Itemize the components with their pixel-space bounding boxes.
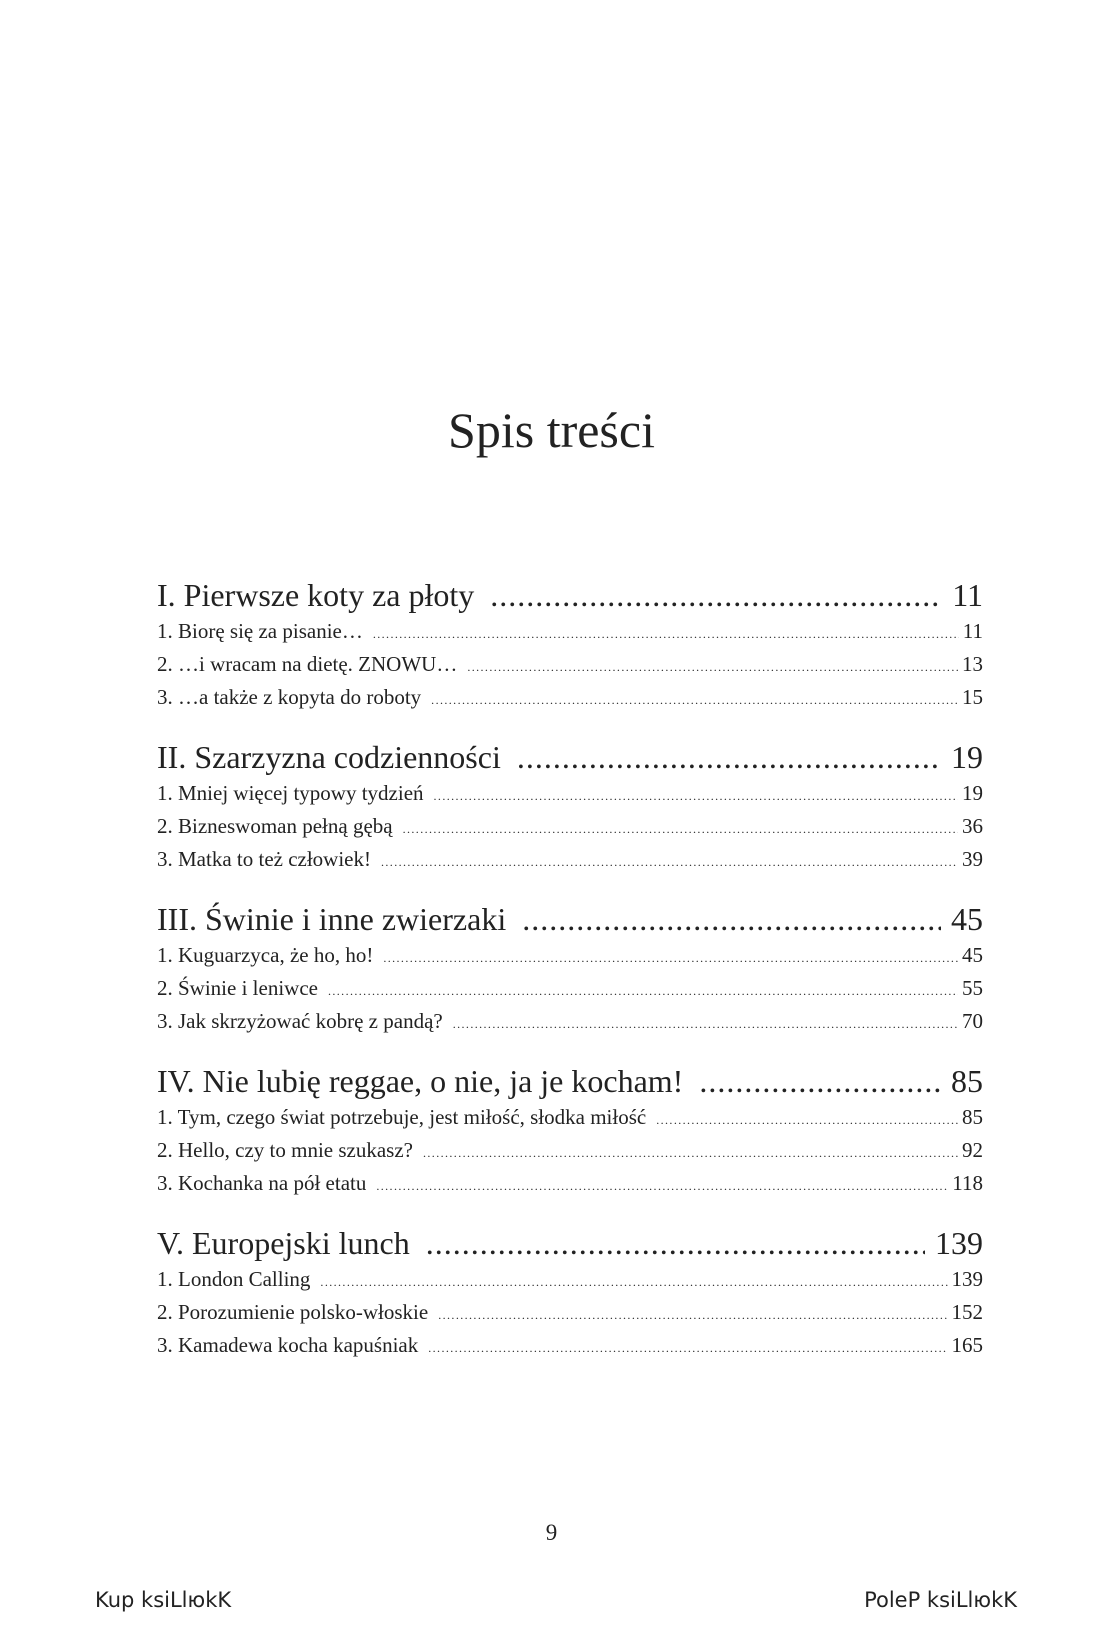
toc-section-entry[interactable]	[157, 681, 983, 714]
chapter-title: IV. Nie lubię reggae, o nie, ja je kocham!	[157, 1063, 684, 1099]
dot-leader	[373, 618, 959, 651]
toc-chapter-heading[interactable]	[157, 737, 983, 777]
toc-chapter	[157, 737, 983, 876]
dot-leader	[453, 1008, 958, 1041]
toc-section-entry[interactable]	[157, 615, 983, 648]
section-page-number: 39	[962, 847, 983, 871]
dot-leader	[426, 1223, 925, 1263]
toc-chapter-heading[interactable]	[157, 899, 983, 939]
section-page-number: 118	[952, 1171, 983, 1195]
toc-section-entry[interactable]	[157, 1167, 983, 1200]
section-title: 3. Kamadewa kocha kapuśniak	[157, 1333, 419, 1357]
section-title: 1. London Calling	[157, 1267, 311, 1291]
toc-section-entry[interactable]	[157, 648, 983, 681]
dot-leader	[428, 1332, 947, 1365]
dot-leader	[517, 737, 941, 777]
footer-recommend-book-link[interactable]: PoleP ksiLlюkK	[864, 1588, 1017, 1612]
toc-section-entry[interactable]	[157, 1134, 983, 1167]
section-title: 1. Kuguarzyca, że ho, ho!	[157, 943, 374, 967]
chapter-page-number: 45	[951, 901, 983, 937]
section-page-number: 165	[951, 1333, 983, 1357]
section-page-number: 92	[962, 1138, 983, 1162]
section-page-number: 11	[962, 619, 983, 643]
table-of-contents	[157, 575, 983, 1385]
toc-section-entry[interactable]	[157, 1296, 983, 1329]
section-title: 2. Świnie i leniwce	[157, 976, 318, 1000]
section-title: 1. Biorę się za pisanie…	[157, 619, 363, 643]
section-title: 1. Mniej więcej typowy tydzień	[157, 781, 424, 805]
section-title: 3. …a także z kopyta do roboty	[157, 685, 422, 709]
dot-leader	[656, 1104, 958, 1137]
toc-chapter-heading[interactable]	[157, 1223, 983, 1263]
section-title: 3. Matka to też człowiek!	[157, 847, 371, 871]
section-page-number: 45	[962, 943, 983, 967]
chapter-title: V. Europejski lunch	[157, 1225, 410, 1261]
section-page-number: 152	[951, 1300, 983, 1324]
section-title: 2. Hello, czy to mnie szukasz?	[157, 1138, 413, 1162]
dot-leader	[490, 575, 942, 615]
section-title: 2. …i wracam na dietę. ZNOWU…	[157, 652, 458, 676]
toc-section-entry[interactable]	[157, 777, 983, 810]
section-page-number: 19	[962, 781, 983, 805]
toc-chapter-heading[interactable]	[157, 1061, 983, 1101]
section-page-number: 55	[962, 976, 983, 1000]
dot-leader	[438, 1299, 947, 1332]
page-title: Spis treści	[448, 402, 655, 458]
dot-leader	[403, 813, 958, 846]
section-page-number: 15	[962, 685, 983, 709]
dot-leader	[467, 651, 958, 684]
toc-section-entry[interactable]	[157, 1329, 983, 1362]
section-page-number: 36	[962, 814, 983, 838]
toc-section-entry[interactable]	[157, 939, 983, 972]
toc-section-entry[interactable]	[157, 972, 983, 1005]
section-title: 3. Kochanka na pół etatu	[157, 1171, 367, 1195]
chapter-page-number: 85	[951, 1063, 983, 1099]
toc-chapter	[157, 575, 983, 714]
chapter-title: I. Pierwsze koty za płoty	[157, 577, 475, 613]
section-title: 2. Porozumienie polsko-włoskie	[157, 1300, 429, 1324]
toc-chapter-heading[interactable]	[157, 575, 983, 615]
dot-leader	[423, 1137, 958, 1170]
toc-chapter	[157, 1223, 983, 1362]
dot-leader	[431, 684, 958, 717]
toc-section-entry[interactable]	[157, 1263, 983, 1296]
section-title: 2. Bizneswoman pełną gębą	[157, 814, 393, 838]
chapter-page-number: 139	[935, 1225, 983, 1261]
section-page-number: 13	[962, 652, 983, 676]
dot-leader	[320, 1266, 947, 1299]
section-page-number: 85	[962, 1105, 983, 1129]
section-page-number: 70	[962, 1009, 983, 1033]
section-page-number: 139	[951, 1267, 983, 1291]
dot-leader	[522, 899, 941, 939]
page-number: 9	[545, 1520, 558, 1545]
footer-buy-book-link[interactable]: Kup ksiLlюkK	[95, 1588, 232, 1612]
toc-chapter	[157, 899, 983, 1038]
dot-leader	[328, 975, 958, 1008]
toc-section-entry[interactable]	[157, 843, 983, 876]
toc-section-entry[interactable]	[157, 1005, 983, 1038]
chapter-page-number: 11	[952, 577, 983, 613]
dot-leader	[383, 942, 958, 975]
chapter-title: III. Świnie i inne zwierzaki	[157, 901, 507, 937]
toc-section-entry[interactable]	[157, 810, 983, 843]
chapter-page-number: 19	[951, 739, 983, 775]
section-title: 1. Tym, czego świat potrzebuje, jest miłość, słodka miłość	[157, 1105, 647, 1129]
toc-chapter	[157, 1061, 983, 1200]
chapter-title: II. Szarzyzna codzienności	[157, 739, 501, 775]
toc-section-entry[interactable]	[157, 1101, 983, 1134]
dot-leader	[376, 1170, 948, 1203]
dot-leader	[699, 1061, 941, 1101]
dot-leader	[434, 780, 958, 813]
dot-leader	[381, 846, 958, 879]
section-title: 3. Jak skrzyżować kobrę z pandą?	[157, 1009, 443, 1033]
